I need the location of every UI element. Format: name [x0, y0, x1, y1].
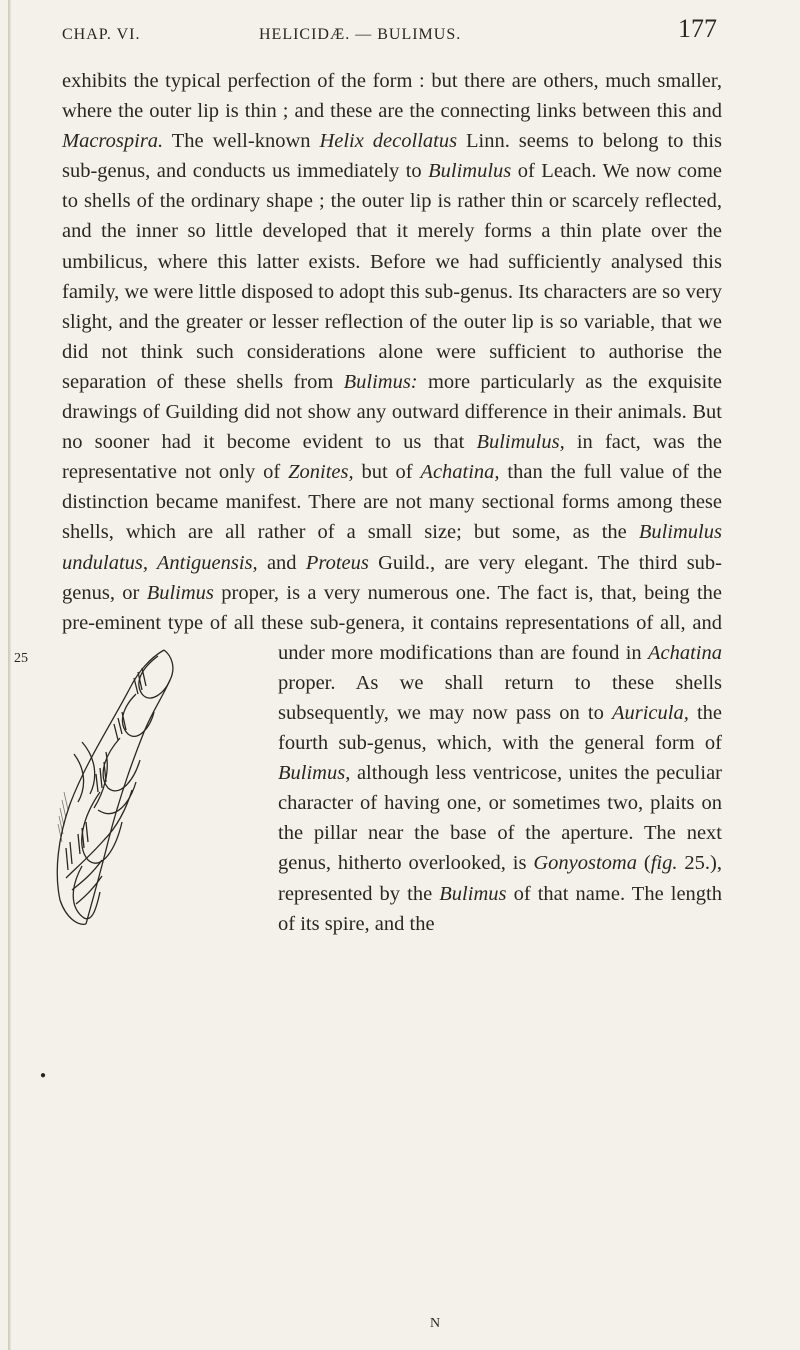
- text-run: (: [637, 852, 651, 875]
- taxon-name: Achatina: [647, 641, 722, 664]
- section-heading: HELICIDÆ. — BULIMUS.: [259, 26, 462, 43]
- taxon-name: Bulimulus undulatus, Antiguensis,: [62, 521, 722, 574]
- text-run: in fact, was the representative not only of: [62, 431, 723, 484]
- text-run: The well-known: [163, 130, 320, 153]
- text-run: proper. As we shall return to these shells subsequently, we may now pass on to: [278, 671, 722, 724]
- text-run: but of: [353, 461, 421, 484]
- taxon-name: Auricula,: [611, 701, 689, 724]
- text-run: of Leach. We now come to shells of the ordinary shape ; the outer lip is rather thin or scarcely reflected, and the inner so little developed that it merely forms a thin plate over the umbilicus, where this latter exists. Before we had sufficiently analysed this family, we were little disposed to adopt this sub-genus. Its characters are so very slight, and the greater or lesser reflection of the outer lip is so variable, that we did not think such considerations alone were sufficient to authorise the separation of these shells from: [62, 160, 723, 393]
- taxon-name: Achatina,: [420, 461, 500, 484]
- text-run: 25.), represented by the: [278, 852, 722, 905]
- taxon-name: Bulimulus,: [476, 431, 565, 454]
- chapter-heading: CHAP. VI.: [62, 26, 141, 43]
- text-run: Linn. seems to belong to this sub-genus, and conducts us immediately to: [62, 130, 722, 183]
- taxon-name: Bulimulus: [428, 160, 512, 183]
- margin-bullet: ●: [40, 1070, 47, 1081]
- taxon-name: Bulimus: [146, 581, 214, 604]
- text-run: proper, is a very numerous one. The fact is, that, being the pre-eminent type of all these sub-genera, it contains representations of all, and under more modifications than are found in: [62, 581, 722, 664]
- taxon-name: Macrospira.: [62, 130, 164, 153]
- running-head: [62, 12, 717, 52]
- figure-reference: fig.: [650, 852, 678, 875]
- taxon-name: Bulimus: [439, 882, 507, 905]
- gonyostoma-shell-icon: [46, 642, 196, 932]
- text-run: the fourth sub-genus, which, with the general form of: [278, 701, 722, 755]
- text-run: more particularly as the exquisite drawings of Guilding did not show any outward difference in their animals. But no sooner had it become evident to us that: [62, 370, 722, 454]
- taxon-name: Proteus: [305, 551, 369, 574]
- text-run: although less ventricose, unites the peculiar character of having one, or sometimes two, plaits on the pillar near the base of the aperture. The next genus, hitherto overlooked, is: [278, 762, 722, 875]
- text-run: of that name. The length of its spire, and the: [278, 882, 722, 935]
- figure-25: [14, 638, 272, 938]
- taxon-name: Bulimus:: [343, 370, 418, 393]
- text-run: than the full value of the distinction became manifest. There are not many sectional forms among these shells, which are all rather of a small size; but some, as the: [62, 461, 722, 544]
- text-run: exhibits the typical perfection of the form : but there are others, much smaller, where the outer lip is thin ; and these are the connecting links between this and: [62, 70, 722, 123]
- taxon-name: Zonites,: [288, 461, 354, 484]
- text-run: and: [257, 551, 306, 574]
- text-run: Guild., are very elegant. The third sub-genus, or: [62, 551, 722, 604]
- taxon-name: Gonyostoma: [533, 852, 637, 875]
- body-text: [14, 66, 723, 939]
- signature-mark: N: [430, 1316, 442, 1331]
- paragraph: [14, 66, 723, 939]
- page-number: 177: [678, 14, 717, 43]
- figure-label: 25: [14, 650, 28, 666]
- taxon-name: Helix decollatus: [319, 130, 458, 153]
- taxon-name: Bulimus,: [278, 762, 351, 785]
